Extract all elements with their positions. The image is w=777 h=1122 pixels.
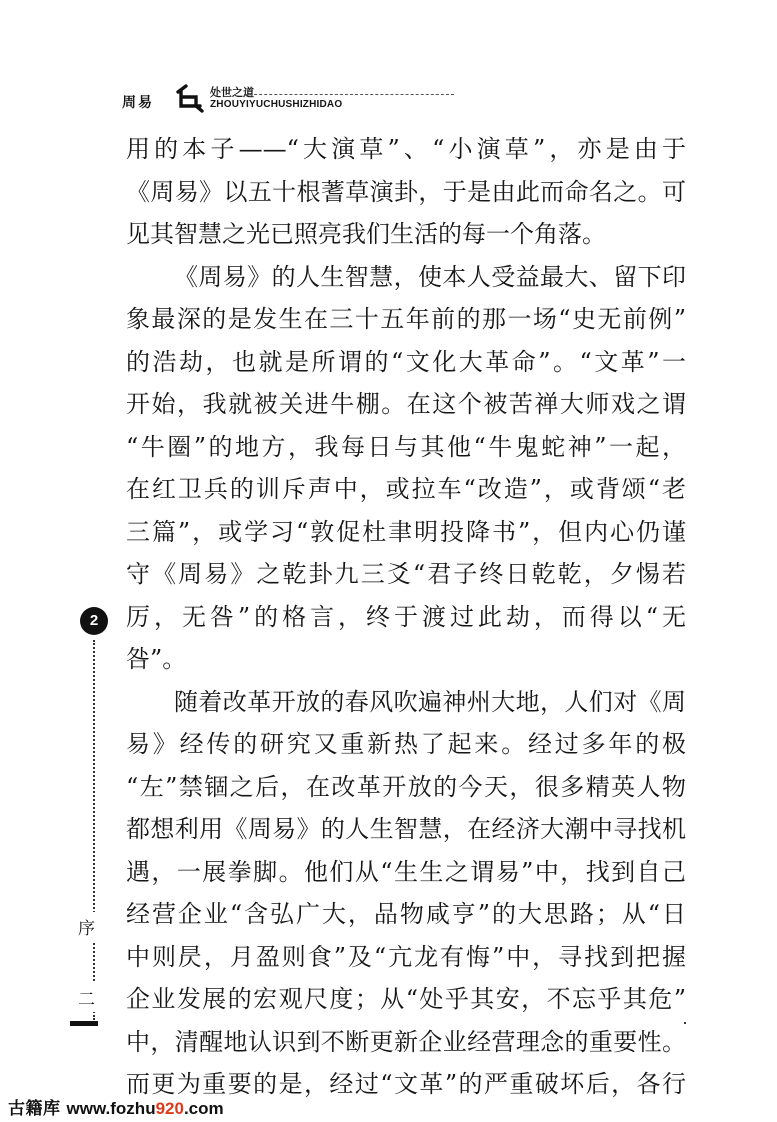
text-line: 三篇”，或学习“敦促杜聿明投降书”，但内心仍谨: [126, 517, 686, 546]
text-line: 经营企业“含弘广大，品物咸亨”的大思路；从“日: [126, 900, 686, 928]
text-line: 《周易》的人生智慧，使本人受益最大、留下印: [174, 262, 686, 291]
margin-bottom-bar: [70, 1021, 98, 1026]
scan-speck: [684, 1022, 686, 1024]
header-book-name: 周易: [122, 95, 154, 111]
text-line: “牛圈”的地方，我每日与其他“牛鬼蛇神”一起，: [126, 432, 686, 461]
site-watermark: [8, 1094, 224, 1119]
text-line: 用的本子——“大演草”、“小演草”，亦是由于: [126, 135, 686, 163]
section-label: 序: [78, 912, 95, 941]
text-line: 中，清醒地认识到不断更新企业经营理念的重要性。: [126, 1027, 686, 1056]
text-line: 都想利用《周易》的人生智慧，在经济大潮中寻找机: [126, 815, 686, 843]
text-line: 象最深的是发生在三十五年前的那一场“史无前例”: [126, 305, 686, 333]
text-line: 中则昃，月盈则食”及“亢龙有悔”中，寻找到把握: [126, 942, 686, 971]
watermark-url-prefix: www.fozhu: [66, 1099, 156, 1118]
section-number: 二: [78, 983, 95, 1012]
page-number-badge: 2: [80, 607, 108, 635]
text-line: 的浩劫，也就是所谓的“文化大革命”。“文革”一: [126, 347, 686, 376]
text-line: 易》经传的研究又重新热了起来。经过多年的极: [126, 730, 686, 758]
text-line: 守《周易》之乾卦九三爻“君子终日乾乾，夕惕若: [126, 560, 686, 588]
text-line: 随着改革开放的春风吹遍神州大地，人们对《周: [174, 687, 686, 716]
header-title-pinyin: ZHOUYIYUCHUSHIZHIDAO: [210, 99, 343, 110]
margin-dotted-rule: [93, 640, 95, 1020]
header-title-cn: 处世之道: [210, 86, 254, 99]
text-line: 而更为重要的是，经过“文革”的严重破坏后，各行: [126, 1070, 686, 1098]
watermark-brand: 古籍库: [8, 1099, 61, 1118]
body-text: [126, 128, 686, 1106]
running-header: [122, 82, 382, 118]
yu-calligraphy-logo: [172, 82, 206, 114]
watermark-url-suffix: .com: [183, 1099, 224, 1118]
text-line: 厉，无咎”的格言，终于渡过此劫，而得以“无: [126, 602, 686, 631]
header-dashed-rule: [244, 94, 454, 95]
text-line: 企业发展的宏观尺度；从“处乎其安，不忘乎其危”: [126, 985, 686, 1013]
text-line: 《周易》以五十根蓍草演卦，于是由此而命名之。可: [126, 177, 686, 206]
text-line: 见其智慧之光已照亮我们生活的每一个角落。: [126, 220, 606, 248]
watermark-url-number: 920: [155, 1099, 184, 1118]
text-line: 在红卫兵的训斥声中，或拉车“改造”，或背颂“老: [126, 475, 686, 503]
text-line: 咎”。: [126, 645, 187, 673]
text-line: 遇，一展拳脚。他们从“生生之谓易”中，找到自己: [126, 857, 686, 886]
text-line: “左”禁锢之后，在改革开放的今天，很多精英人物: [126, 772, 686, 801]
text-line: 开始，我就被关进牛棚。在这个被苦禅大师戏之谓: [126, 390, 686, 418]
